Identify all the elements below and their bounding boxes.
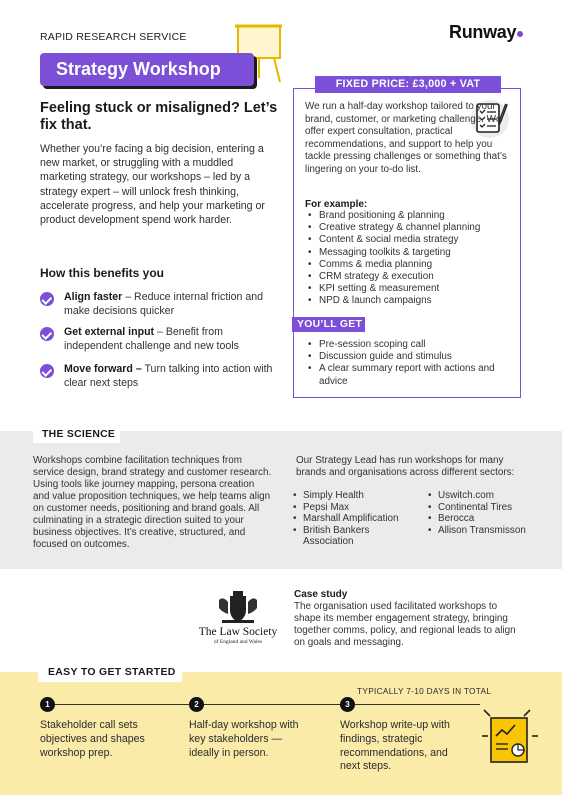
- list-item: • Messaging toolkits & targeting: [305, 247, 480, 259]
- clients-list-1: [291, 490, 411, 548]
- step-number: 2: [189, 697, 204, 712]
- benefit-text: [64, 363, 275, 390]
- list-item: • Marshall Amplification: [291, 513, 411, 525]
- benefit-lead: Move forward –: [64, 363, 142, 375]
- law-society-subtitle: of England and Wales: [213, 639, 263, 645]
- benefit-lead: Get external input: [64, 326, 155, 338]
- youget-tag: YOU’LL GET: [292, 317, 365, 332]
- check-icon: [40, 327, 54, 341]
- benefit-item: [40, 326, 275, 353]
- list-item: • Uswitch.com: [426, 490, 526, 502]
- benefit-text: [64, 326, 275, 353]
- duration-label: TYPICALLY 7-10 DAYS IN TOTAL: [357, 686, 492, 696]
- list-item: • British Bankers Association: [291, 525, 411, 548]
- step-number: 1: [40, 697, 55, 712]
- law-society-name: The Law Society: [198, 626, 278, 638]
- list-item: • CRM strategy & execution: [305, 271, 480, 283]
- clients-intro: Our Strategy Lead has run workshops for many brands and organisations across different sectors:: [296, 455, 515, 478]
- benefit-item: [40, 363, 275, 390]
- science-tag: THE SCIENCE: [33, 427, 120, 443]
- list-item: • Pre-session scoping call: [305, 339, 505, 351]
- youget-list: [305, 339, 505, 388]
- step-number: 3: [340, 697, 355, 712]
- step-text: Workshop write-up with findings, strategic recommendations, and next steps.: [340, 719, 450, 773]
- list-item: • Comms & media planning: [305, 259, 480, 271]
- list-item: • NPD & launch campaigns: [305, 295, 480, 307]
- benefit-detail: Turn talking into action with clear next steps: [64, 363, 273, 389]
- list-item: • Allison Transmisson: [426, 525, 526, 537]
- list-item: • Pepsi Max: [291, 502, 411, 514]
- eyebrow-label: RAPID RESEARCH SERVICE: [40, 31, 187, 43]
- benefit-lead: Align faster: [64, 291, 123, 303]
- list-item: • Continental Tires: [426, 502, 526, 514]
- list-item: • Content & social media strategy: [305, 234, 480, 246]
- case-study-body: The organisation used facilitated workshops to shape its member engagement strategy, bringing together comms, policy, and regional leads to align on goals and messaging.: [294, 601, 516, 648]
- list-item: • Berocca: [426, 513, 526, 525]
- benefit-detail: – Benefit from independent challenge and new tools: [64, 326, 239, 352]
- examples-list: [305, 210, 480, 308]
- check-icon: [40, 364, 54, 378]
- hero-title: Feeling stuck or misaligned? Let’s fix that.: [40, 100, 278, 133]
- law-society-crest: [216, 590, 260, 624]
- price-tag: FIXED PRICE: £3,000 + VAT: [315, 76, 501, 93]
- benefit-item: [40, 291, 275, 318]
- benefit-text: [64, 291, 275, 318]
- case-study-title: Case study: [294, 589, 348, 600]
- hero-body: Whether you’re facing a big decision, entering a new market, or struggling with a muddled marketing strategy, our workshops – led by a strategy expert – will unlock fresh thinking, accelerate progress, and help your marketing or product development spend work harder.: [40, 143, 265, 227]
- examples-title: For example:: [305, 199, 368, 210]
- benefits-title: How this benefits you: [40, 266, 165, 280]
- report-icon: [482, 706, 538, 766]
- step-text: Stakeholder call sets objectives and shapes workshop prep.: [40, 719, 145, 759]
- list-item: • KPI setting & measurement: [305, 283, 480, 295]
- logo-dot: [517, 31, 523, 37]
- list-item: • Brand positioning & planning: [305, 210, 480, 222]
- step-text: Half-day workshop with key stakeholders — ideally in person.: [189, 719, 299, 759]
- page-title: Strategy Workshop: [40, 53, 254, 86]
- list-item: • Creative strategy & channel planning: [305, 222, 480, 234]
- logo-text: Runway: [449, 22, 517, 42]
- list-item: • A clear summary report with actions and advice: [305, 363, 505, 387]
- science-text: Workshops combine facilitation techniques from service design, brand strategy and customer research. Using tools like journey mapping, persona creation and value proposition techniques, we help teams align on customer needs, positioning and brand goals. All culminating in a strategic direction suited to your business objectives. It’s creative, structured, and focused on outcomes.: [33, 455, 272, 550]
- benefit-detail: – Reduce internal friction and make decisions quicker: [64, 291, 264, 317]
- list-item: • Simply Health: [291, 490, 411, 502]
- check-icon: [40, 292, 54, 306]
- timeline-line: [40, 704, 480, 705]
- law-society-logo: [198, 590, 278, 645]
- runway-logo[interactable]: [449, 22, 523, 43]
- list-item: • Discussion guide and stimulus: [305, 351, 505, 363]
- clients-list-2: [426, 490, 526, 536]
- getting-started-tag: EASY TO GET STARTED: [38, 662, 182, 682]
- pricing-intro: We run a half-day workshop tailored to your brand, customer, or marketing challenge. We offer expert consultation, practical recommendations, and support to help you tackle pressing challenges or something that’s lingering on your to-do list.: [305, 101, 507, 175]
